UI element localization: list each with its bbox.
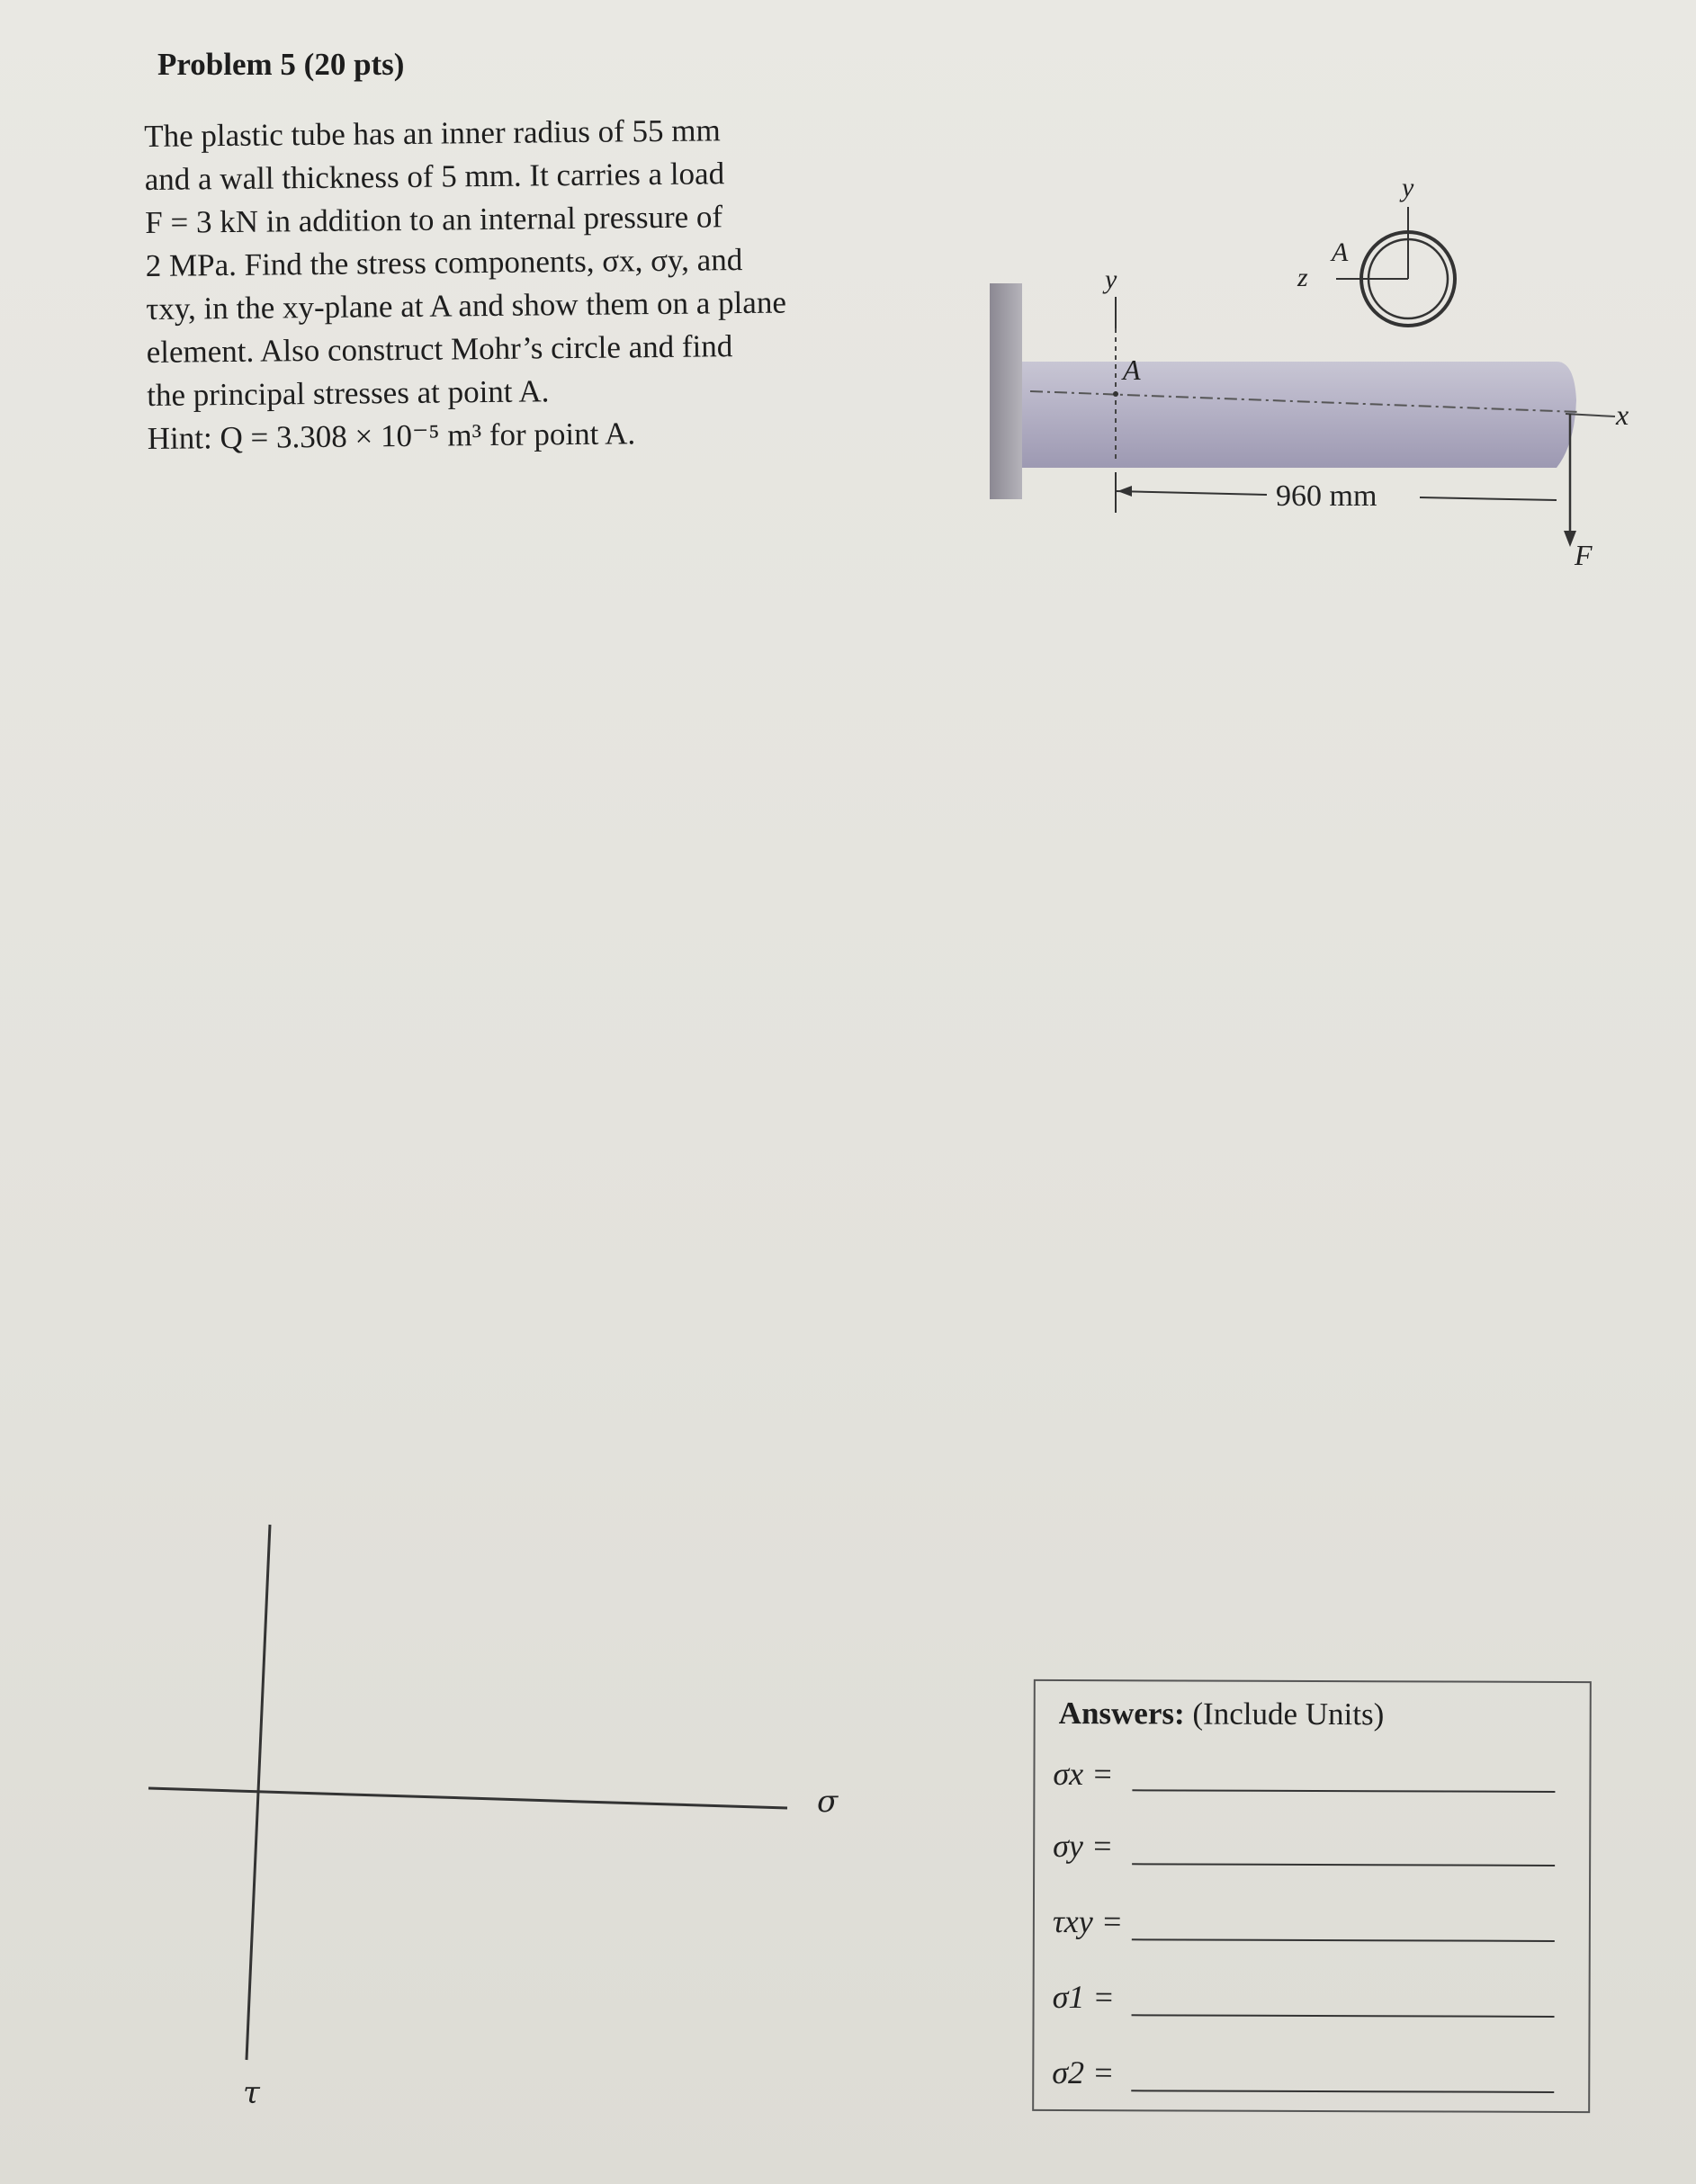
answer-blank-sigma-1[interactable] [1132,2014,1555,2018]
answer-row-sigma-2 [1052,2054,1133,2090]
answers-header [1059,1696,1385,1732]
force-label: F [1575,539,1593,571]
x-axis-label: x [1616,398,1629,431]
statement-line: The plastic tube has an inner radius of 55 mm [144,112,721,154]
point-a-label: A [1123,354,1141,386]
y-axis-label-left: y [1105,264,1117,294]
answer-label: σy = [1053,1827,1114,1865]
statement-line: the principal stresses at point A. [147,373,550,413]
dimension-line-left [1116,491,1267,495]
problem-statement [144,108,858,461]
dimension-line-right [1420,497,1557,500]
answers-box [1032,1679,1592,2113]
fixed-wall [990,283,1022,499]
tau-axis-label: τ [243,2075,260,2111]
mohr-svg [135,1520,873,2114]
answer-label: σ1 = [1052,1978,1115,2016]
answer-label: σ2 = [1052,2054,1115,2091]
mohr-circle-axes [135,1520,873,2114]
statement-line: 2 MPa. Find the stress components, σx, σy, and [145,242,743,283]
answer-blank-sigma-y[interactable] [1132,1863,1555,1866]
dimension-arrow-left [1117,486,1132,497]
statement-line: and a wall thickness of 5 mm. It carries a load [144,156,725,197]
answer-row-sigma-y [1053,1827,1134,1863]
answer-label: τxy = [1052,1902,1124,1940]
answer-row-tau-xy [1053,1902,1134,1938]
section-z-label: z [1297,263,1308,292]
hint-text: Hint: Q = 3.308 × 10⁻⁵ m³ for point A. [147,416,636,456]
answer-row-sigma-x [1053,1755,1134,1791]
statement-line: F = 3 kN in addition to an internal pressure of [145,199,723,240]
section-y-label: y [1402,173,1414,202]
answer-blank-sigma-2[interactable] [1131,2090,1554,2093]
section-point-a-label: A [1332,237,1349,267]
statement-line: τxy, in the xy-plane at A and show them on a plane [146,284,787,327]
problem-title: Problem 5 (20 pts) [157,47,405,82]
figure-svg [981,162,1647,576]
statement-line: element. Also construct Mohr’s circle and find [146,328,733,370]
sigma-axis-label: σ [817,1784,839,1820]
answers-header-bold: Answers: [1058,1696,1185,1732]
tube-body [1022,362,1576,468]
answer-blank-tau-xy[interactable] [1132,1938,1555,1942]
sigma-axis [148,1788,787,1808]
answer-blank-sigma-x[interactable] [1132,1789,1555,1793]
answer-row-sigma-1 [1053,1978,1134,2014]
answers-header-note: (Include Units) [1184,1696,1385,1732]
dimension-label: 960 mm [1276,479,1377,513]
point-a-marker [1113,391,1118,397]
answer-label: σx = [1053,1755,1114,1793]
cantilever-figure [981,162,1647,576]
